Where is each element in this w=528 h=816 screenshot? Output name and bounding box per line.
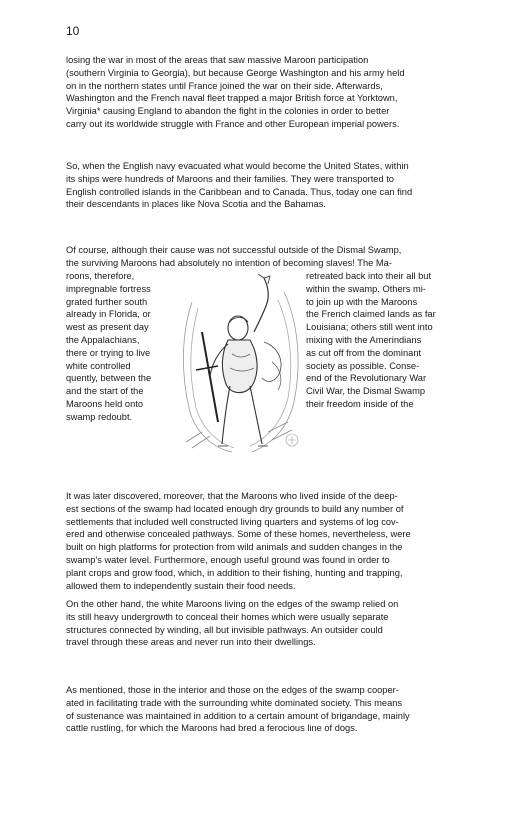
text-line: the French claimed lands as far — [306, 309, 436, 320]
text-line: within the swamp. Others mi- — [306, 283, 426, 294]
text-line: (southern Virginia to Georgia), but because George Washington and his army held — [66, 67, 405, 78]
text-line: roons, therefore, — [66, 271, 135, 281]
text-line: white controlled — [66, 360, 131, 371]
paragraph-3-intro — [66, 244, 464, 270]
text-line: grated further south — [66, 296, 148, 307]
artist-signature-stamp — [286, 434, 298, 446]
text-line: plant crops and grow food, which, in addition to their fishing, hunting and trapping, — [66, 567, 403, 578]
text-line: settlements that included well constructed living quarters and systems of log cov- — [66, 516, 399, 527]
text-line: its still heavy undergrowth to conceal their homes which were usually separate — [66, 611, 389, 622]
text-line: Virginia* causing England to abandon the fight in the colonies in order to better — [66, 106, 390, 117]
text-line: retreated back into their all but — [306, 271, 432, 281]
text-line: quently, between the — [66, 373, 152, 384]
text-line: on in the northern states until France joined the war on their side. Afterwards, — [66, 80, 383, 91]
paragraph-6 — [66, 684, 464, 735]
paragraph-3-right-column — [306, 270, 466, 411]
text-line: as cut off from the dominant — [306, 347, 422, 358]
text-line: allowed them to independently sustain their food needs. — [66, 580, 296, 591]
paragraph-4 — [66, 490, 464, 592]
text-line: ated in facilitating trade with the surrounding white dominated society. This means — [66, 697, 403, 708]
text-line: of sustenance was maintained in addition to a certain amount of brigandage, mainly — [66, 710, 410, 721]
text-line: and the start of the — [66, 386, 144, 397]
text-line: Of course, although their cause was not successful outside of the Dismal Swamp, — [66, 245, 402, 255]
text-line: travel through these areas and never run into their dwellings. — [66, 637, 316, 648]
text-line: end of the Revolutionary War — [306, 373, 427, 384]
text-line: carry out its worldwide struggle with France and other European imperial powers. — [66, 118, 400, 129]
text-line: built on high platforms for protection from wild animals and sudden changes in the — [66, 542, 403, 553]
text-line: swamp redoubt. — [66, 411, 133, 422]
text-line: their descendants in places like Nova Scotia and the Bahamas. — [66, 199, 326, 210]
text-line: est sections of the swamp had located enough dry grounds to build any number of — [66, 503, 404, 514]
paragraph-1 — [66, 54, 464, 131]
paragraph-2 — [66, 160, 464, 211]
text-line: the Appalachians, — [66, 334, 140, 345]
text-line: It was later discovered, moreover, that the Maroons who lived inside of the deep- — [66, 491, 398, 501]
text-line: society as possible. Conse- — [306, 360, 420, 371]
page-number: 10 — [66, 24, 80, 38]
text-line: west as present day — [66, 322, 149, 333]
paragraph-3-left-column — [66, 270, 176, 424]
text-line: Civil War, the Dismal Swamp — [306, 386, 425, 397]
text-line: On the other hand, the white Maroons living on the edges of the swamp relied on — [66, 599, 399, 609]
text-line: to join up with the Maroons — [306, 296, 418, 307]
text-line: As mentioned, those in the interior and those on the edges of the swamp cooper- — [66, 685, 399, 695]
text-line: impregnable fortress — [66, 283, 151, 294]
text-line: English controlled islands in the Caribbean and to Canada. Thus, today one can find — [66, 186, 413, 197]
text-line: Washington and the French naval fleet trapped a major British force at Yorktown, — [66, 93, 398, 104]
text-line: losing the war in most of the areas that saw massive Maroon participation — [66, 55, 369, 65]
text-line: structures connected by winding, all but invisible pathways. An outsider could — [66, 624, 383, 635]
text-line: already in Florida, or — [66, 309, 151, 320]
text-line: cattle rustling, for which the Maroons had bred a ferocious line of dogs. — [66, 723, 358, 734]
text-line: there or trying to live — [66, 347, 151, 358]
text-line: ered and otherwise concealed pathways. Some of these homes, nevertheless, were — [66, 529, 411, 540]
text-line: the surviving Maroons had absolutely no intention of becoming slaves! The Ma- — [66, 257, 392, 268]
text-line: its ships were hundreds of Maroons and their families. They were transported to — [66, 173, 394, 184]
text-line: So, when the English navy evacuated what would become the United States, within — [66, 161, 409, 171]
text-line: swamp's water level. Furthermore, enough useful ground was found in order to — [66, 554, 390, 565]
text-line: Maroons held onto — [66, 398, 144, 409]
text-line: their freedom inside of the — [306, 398, 414, 409]
text-line: mixing with the Amerindians — [306, 334, 422, 345]
paragraph-5 — [66, 598, 464, 649]
text-line: Louisiana; others still went into — [306, 322, 433, 333]
maroon-warrior-illustration — [172, 272, 308, 456]
